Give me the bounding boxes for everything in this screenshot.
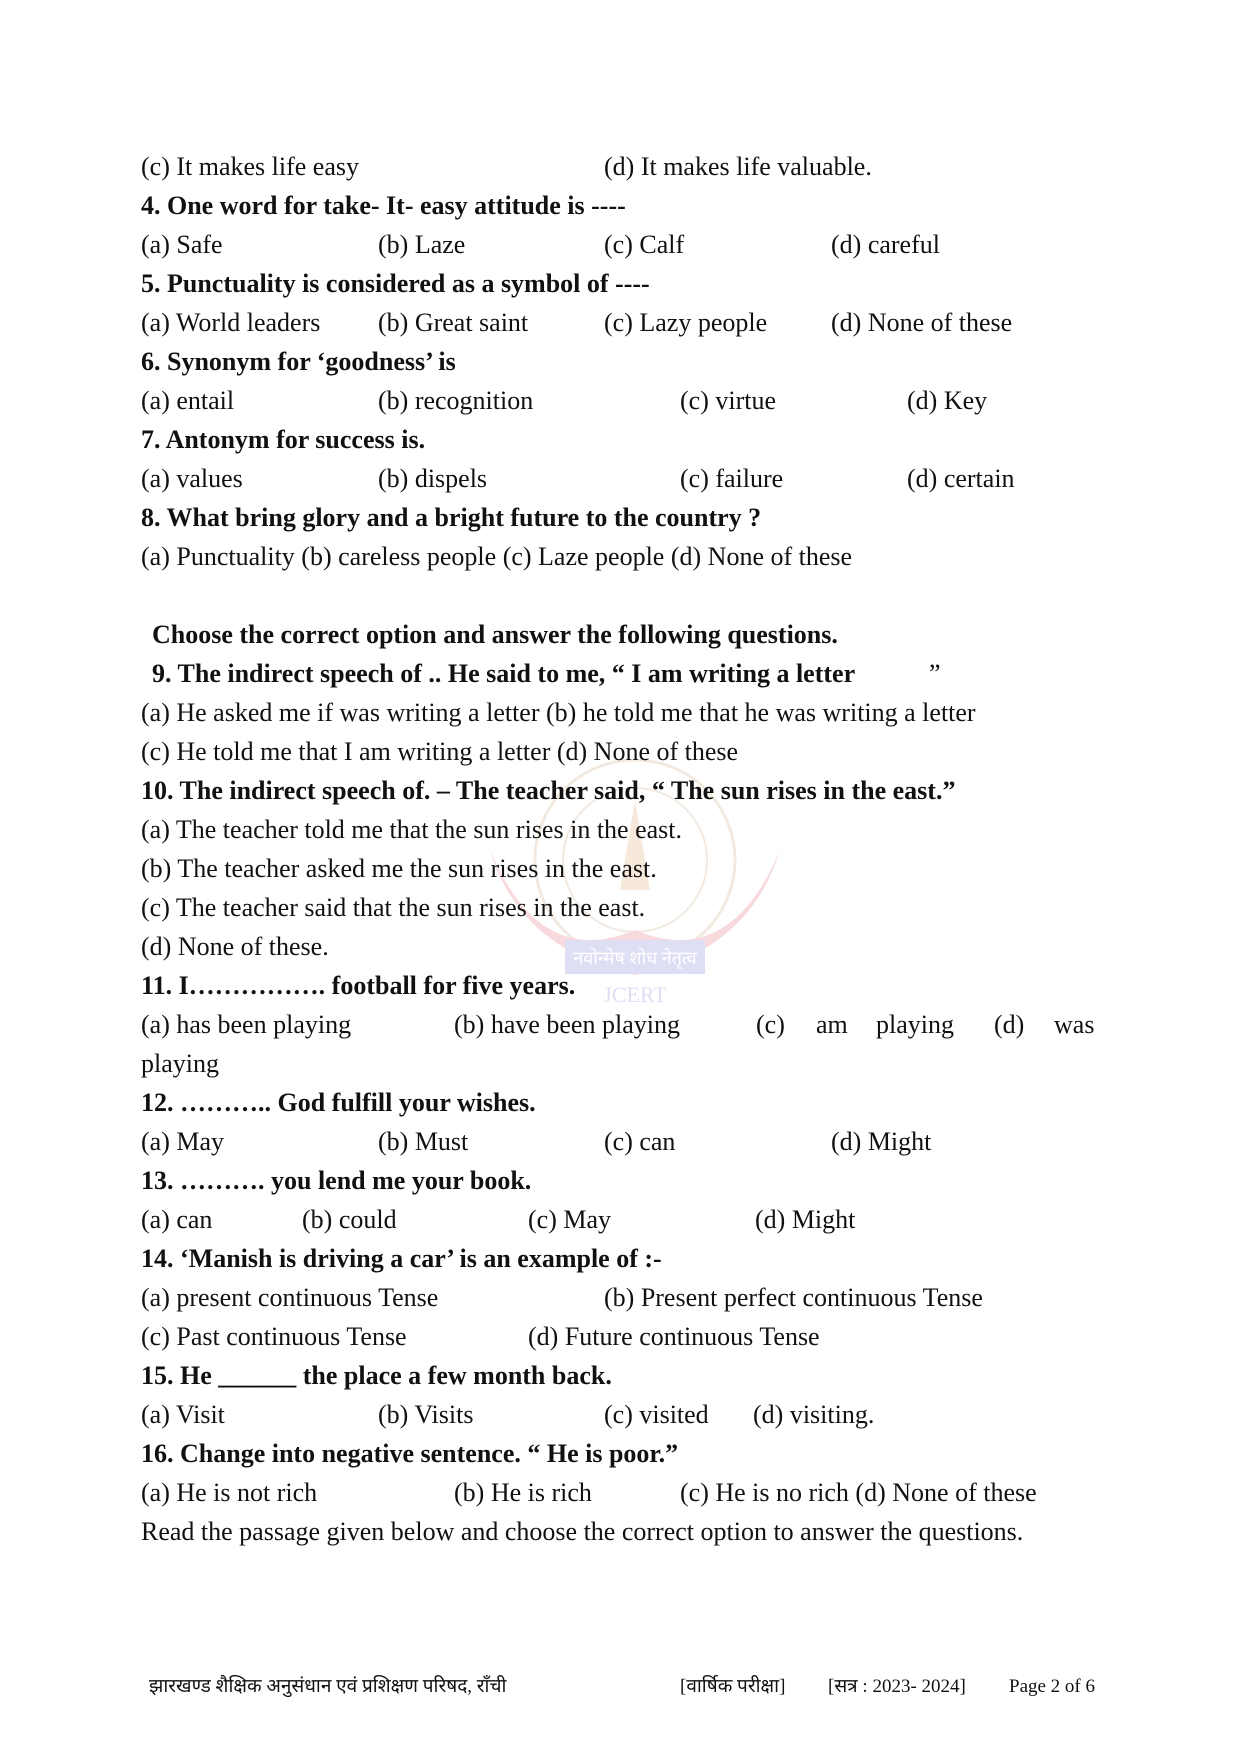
option-text: (b) Must bbox=[378, 1127, 469, 1156]
option-text: (a) present continuous Tense bbox=[141, 1283, 439, 1312]
option-text: (d) visiting. bbox=[753, 1400, 875, 1429]
option-text: (d) None of these bbox=[831, 308, 1013, 337]
option-text: (a) World leaders bbox=[141, 308, 321, 337]
option-text: (b) The teacher asked me the sun rises in the east. bbox=[141, 854, 657, 883]
option-text: (b) Present perfect continuous Tense bbox=[604, 1283, 983, 1312]
option-text: (c) bbox=[756, 1010, 785, 1039]
option-text: (a) has been playing bbox=[141, 1010, 352, 1039]
question-text: 16. Change into negative sentence. “ He is poor.” bbox=[141, 1439, 679, 1468]
option-text: (d) Key bbox=[907, 386, 988, 415]
question-text: 15. He ______ the place a few month back. bbox=[141, 1361, 612, 1390]
option-text: (d) Future continuous Tense bbox=[528, 1322, 820, 1351]
option-text: (a) can bbox=[141, 1205, 213, 1234]
option-text: (c) virtue bbox=[680, 386, 777, 415]
footer-council-name: झारखण्ड शैक्षिक अनुसंधान एवं प्रशिक्षण परिषद, राँची bbox=[149, 1676, 507, 1697]
option-text: (d) Might bbox=[755, 1205, 856, 1234]
option-text: (c) He is no rich (d) None of these bbox=[680, 1478, 1037, 1507]
seal-abbr: JCERT bbox=[603, 982, 667, 1007]
passage-instruction: Read the passage given below and choose the correct option to answer the questions. bbox=[141, 1517, 1024, 1546]
question-text: Choose the correct option and answer the following questions. bbox=[152, 620, 838, 649]
option-text: (b) dispels bbox=[378, 464, 488, 493]
question-text: 5. Punctuality is considered as a symbol of ---- bbox=[141, 269, 650, 298]
option-text: (b) Great saint bbox=[378, 308, 529, 337]
question-text: 14. ‘Manish is driving a car’ is an example of :- bbox=[141, 1244, 662, 1273]
option-text: playing bbox=[876, 1010, 954, 1039]
option-text: (a) Punctuality (b) careless people (c) Laze people (d) None of these bbox=[141, 542, 853, 571]
option-text: (c) visited bbox=[604, 1400, 709, 1429]
option-text: (c) May bbox=[528, 1205, 612, 1234]
option-text: (a) Visit bbox=[141, 1400, 225, 1429]
option-text: 9. The indirect speech of .. He said to me, “ I am writing a letter bbox=[152, 659, 856, 688]
option-text: (a) Safe bbox=[141, 230, 223, 259]
option-text: (b) He is rich bbox=[454, 1478, 592, 1507]
option-text: (d) bbox=[994, 1010, 1025, 1039]
question-text: 13. ………. you lend me your book. bbox=[141, 1166, 532, 1195]
footer-page-number: Page 2 of 6 bbox=[1009, 1676, 1096, 1697]
option-text: (c) He told me that I am writing a letter (d) None of these bbox=[141, 737, 739, 766]
seal-motto: नवोन्मेष शोध नेतृत्व bbox=[573, 948, 697, 968]
option-text: (a) values bbox=[141, 464, 243, 493]
option-text: (b) Laze bbox=[378, 230, 466, 259]
question-text: 6. Synonym for ‘goodness’ is bbox=[141, 347, 456, 376]
footer-exam-label: [वार्षिक परीक्षा] bbox=[680, 1676, 786, 1697]
option-text: (c) Lazy people bbox=[604, 308, 768, 337]
option-text: was bbox=[1054, 1010, 1095, 1039]
option-text: (b) have been playing bbox=[454, 1010, 680, 1039]
option-text: (b) recognition bbox=[378, 386, 534, 415]
option-text: (c) The teacher said that the sun rises in the east. bbox=[141, 893, 646, 922]
option-text: ” bbox=[929, 659, 941, 688]
option-text: (a) entail bbox=[141, 386, 235, 415]
option-text: (a) He asked me if was writing a letter (b) he told me that he was writing a letter bbox=[141, 698, 976, 727]
option-text: (d) careful bbox=[831, 230, 940, 259]
option-text: (a) He is not rich bbox=[141, 1478, 318, 1507]
option-text: (d) None of these. bbox=[141, 932, 329, 961]
footer-session: [सत्र : 2023- 2024] bbox=[828, 1676, 966, 1697]
option-text: playing bbox=[141, 1049, 219, 1078]
option-text: (a) May bbox=[141, 1127, 225, 1156]
option-text: (c) failure bbox=[680, 464, 784, 493]
option-text: (a) The teacher told me that the sun rises in the east. bbox=[141, 815, 682, 844]
option-text: (d) certain bbox=[907, 464, 1015, 493]
question-text: 7. Antonym for success is. bbox=[141, 425, 426, 454]
question-text: 8. What bring glory and a bright future to the country ? bbox=[141, 503, 762, 532]
option-text: (c) It makes life easy bbox=[141, 152, 360, 181]
option-text: (b) Visits bbox=[378, 1400, 474, 1429]
question-text: 10. The indirect speech of. – The teacher said, “ The sun rises in the east.” bbox=[141, 776, 956, 805]
question-text: 4. One word for take- It- easy attitude is ---- bbox=[141, 191, 626, 220]
option-text: (c) Calf bbox=[604, 230, 685, 259]
question-text: 12. ……….. God fulfill your wishes. bbox=[141, 1088, 536, 1117]
option-text: (c) can bbox=[604, 1127, 676, 1156]
option-text: (b) could bbox=[302, 1205, 397, 1234]
option-text: (c) Past continuous Tense bbox=[141, 1322, 407, 1351]
question-text: 11. I……………. football for five years. bbox=[141, 971, 576, 1000]
option-text: (d) Might bbox=[831, 1127, 932, 1156]
option-text: am bbox=[816, 1010, 848, 1039]
option-text: (d) It makes life valuable. bbox=[604, 152, 872, 181]
